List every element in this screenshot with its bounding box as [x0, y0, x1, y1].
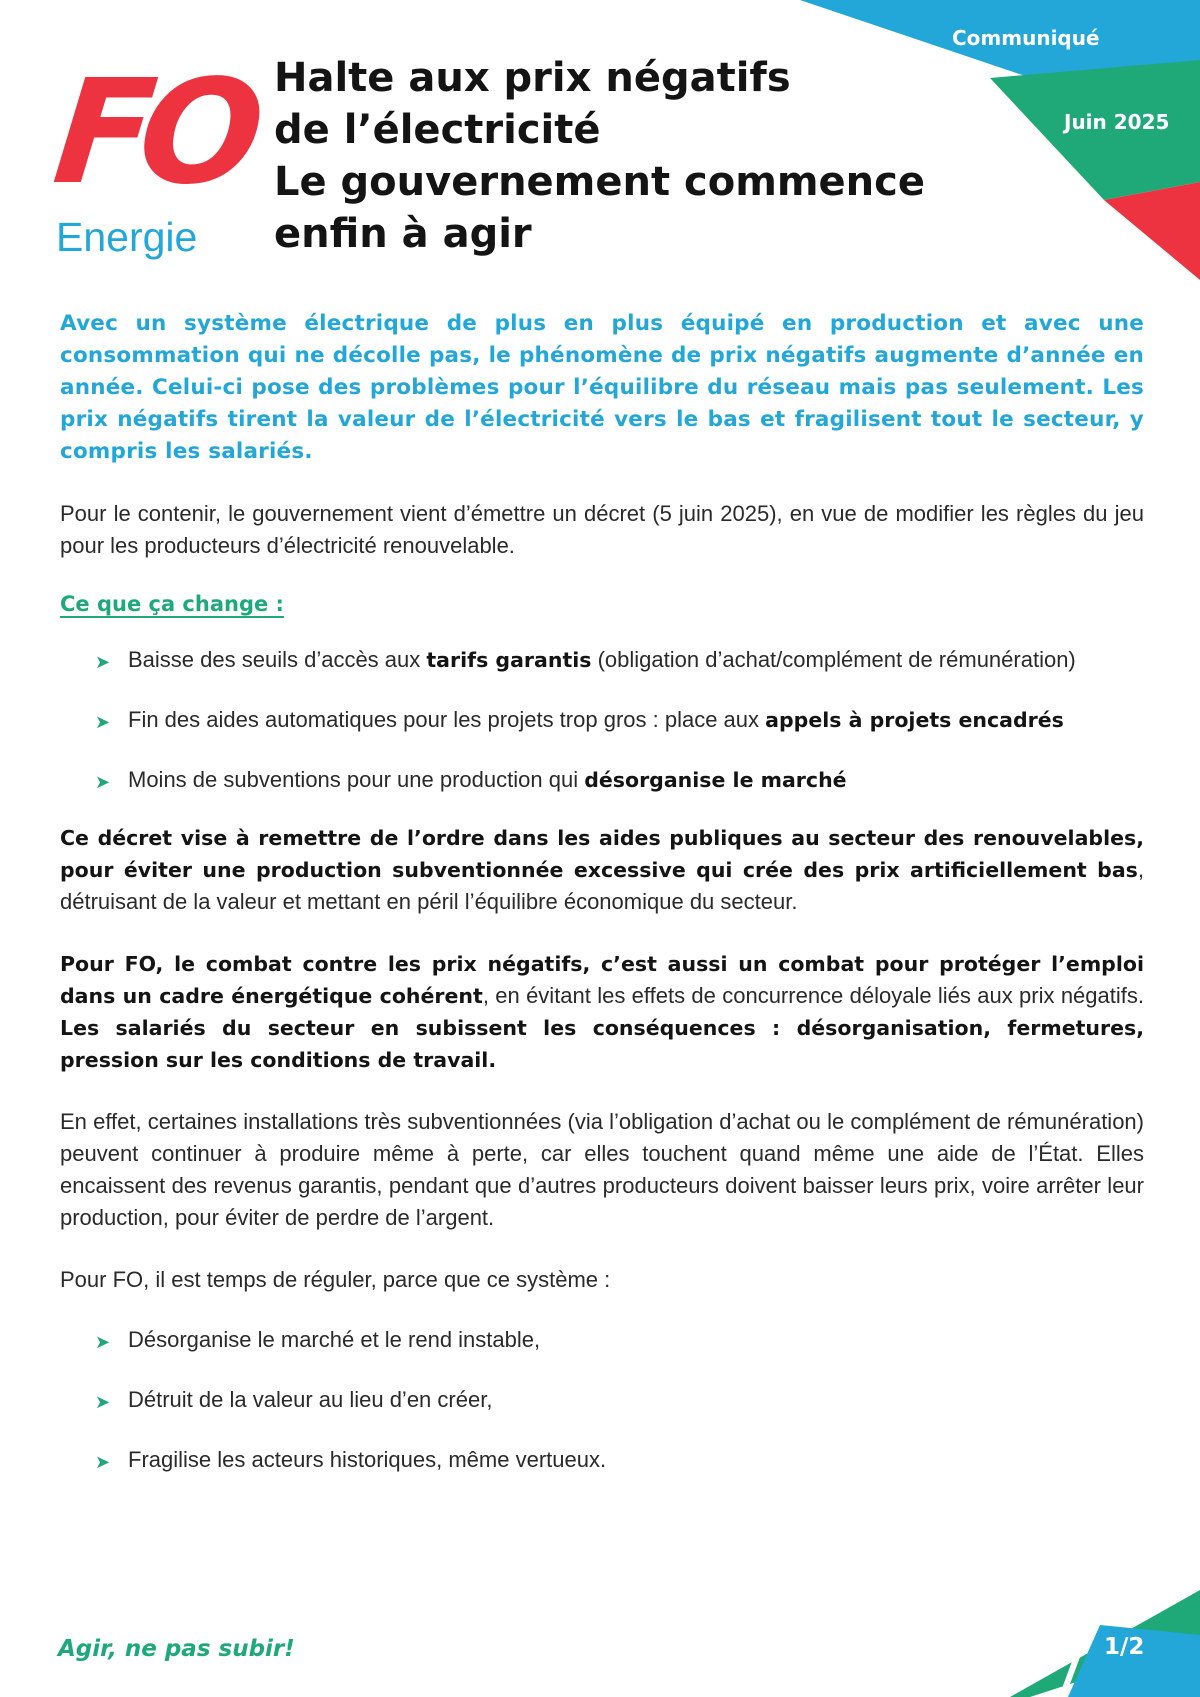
logo-subtitle: Energie	[56, 214, 198, 260]
bullet-arrow-icon: ➤	[95, 652, 111, 673]
footer-slogan: Agir, ne pas subir!	[58, 1636, 295, 1662]
list-item: ➤ Désorganise le marché et le rend instable,	[95, 1324, 1144, 1356]
title-line: Halte aux prix négatifs	[274, 55, 791, 101]
changes-list	[60, 644, 1144, 796]
list-item: ➤ Baisse des seuils d’accès aux tarifs garantis (obligation d’achat/complément de rémunération)	[95, 644, 1144, 676]
title-line: Le gouvernement commence	[274, 159, 925, 205]
bullet-arrow-icon: ➤	[95, 712, 111, 733]
list-item: ➤ Moins de subventions pour une production qui désorganise le marché	[95, 764, 1144, 796]
bullet-arrow-icon: ➤	[95, 1452, 111, 1473]
document-date-label: Juin 2025	[1064, 110, 1170, 134]
context-paragraph: Pour le contenir, le gouvernement vient d’émettre un décret (5 juin 2025), en vue de modifier les règles du jeu pour les producteurs d’électricité renouvelable.	[60, 501, 1144, 558]
reasons-list	[60, 1324, 1144, 1476]
bullet-arrow-icon: ➤	[95, 1392, 111, 1413]
intro-paragraph: Avec un système électrique de plus en plus équipé en production et avec une consommation qui ne décolle pas, le phénomène de prix négatifs augmente d’année en année. Celui-ci pose des problèmes pour l’équilibre du réseau mais pas seulement. Les prix négatifs tirent la valeur de l’électricité vers le bas et fragilisent tout le secteur, y compris les salariés.	[60, 311, 1144, 464]
logo-fo-mark: FO	[47, 48, 258, 216]
bullet-arrow-icon: ➤	[95, 1332, 111, 1353]
document-body	[60, 308, 1144, 1476]
list-item: ➤ Fragilise les acteurs historiques, même vertueux.	[95, 1444, 1144, 1476]
page-title	[274, 52, 934, 260]
title-line: enfin à agir	[274, 211, 532, 257]
fo-position-paragraph: Pour FO, le combat contre les prix négatifs, c’est aussi un combat pour protéger l’emploi dans un cadre énergétique cohérent, en évitant les effets de concurrence déloyale liés aux prix négatifs. Les salariés du secteur en subissent les conséquences : désorganisation, fermetures, pression sur les conditions de travail.	[60, 952, 1144, 1072]
list-item: ➤ Détruit de la valeur au lieu d’en créer,	[95, 1384, 1144, 1416]
title-line: de l’électricité	[274, 107, 601, 153]
section-heading: Ce que ça change :	[60, 592, 284, 616]
decree-paragraph: Ce décret vise à remettre de l’ordre dans les aides publiques au secteur des renouvelables, pour éviter une production subventionnée excessive qui crée des prix artificiellement bas, détruisant de la valeur et mettant en péril l’équilibre économique du secteur.	[60, 826, 1144, 914]
bullet-arrow-icon: ➤	[95, 772, 111, 793]
conclusion-intro-paragraph: Pour FO, il est temps de réguler, parce que ce système :	[60, 1267, 611, 1292]
list-item: ➤ Fin des aides automatiques pour les projets trop gros : place aux appels à projets encadrés	[95, 704, 1144, 736]
document-type-label: Communiqué	[952, 26, 1100, 50]
explanation-paragraph: En effet, certaines installations très subventionnées (via l’obligation d’achat ou le complément de rémunération) peuvent continuer à produire même à perte, car elles touchent quand même une aide de l’État. Elles encaissent des revenus garantis, pendant que d’autres producteurs doivent baisser leurs prix, voire arrêter leur production, pour éviter de perdre de l’argent.	[60, 1109, 1144, 1230]
fo-energie-logo	[47, 48, 258, 262]
page-number: 1/2	[1104, 1634, 1145, 1660]
